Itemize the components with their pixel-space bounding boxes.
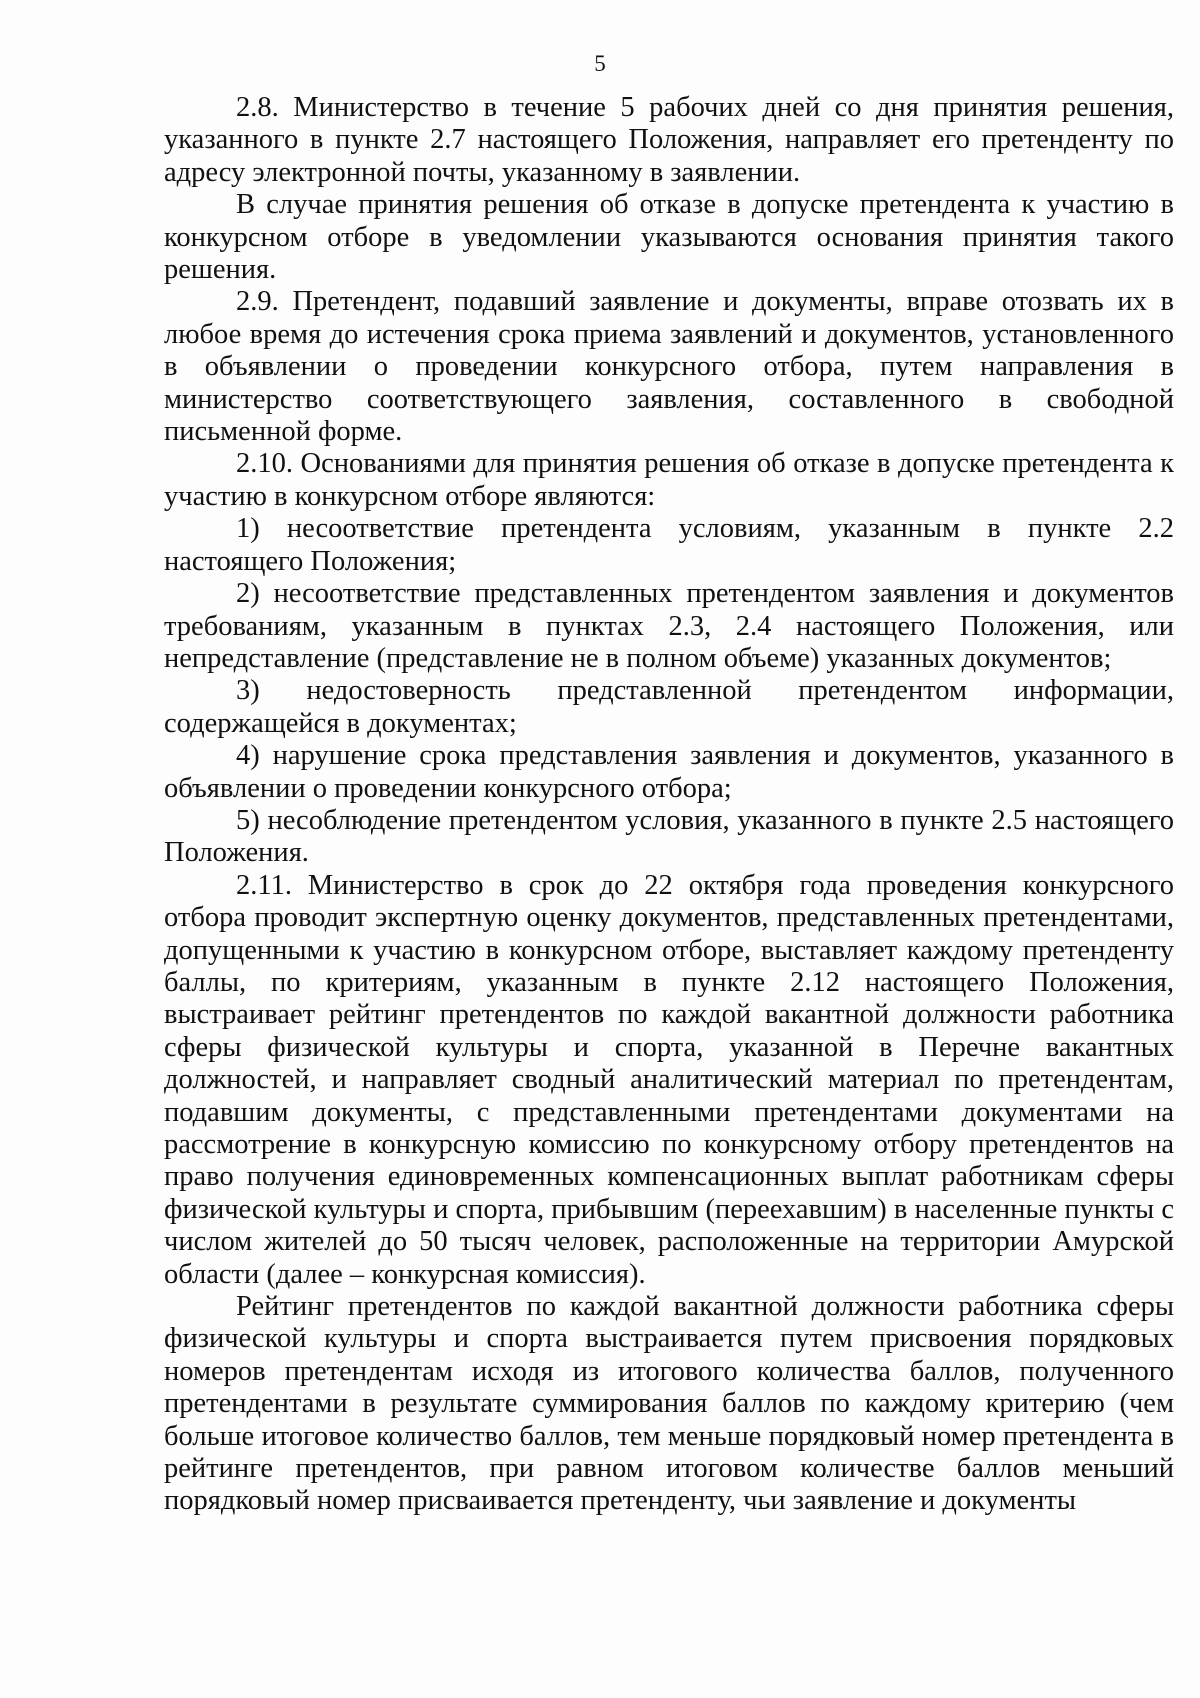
list-item-5: 5) несоблюдение претендентом условия, указанного в пункте 2.5 настоящего Положения. [164,804,1174,869]
paragraph-rating: Рейтинг претендентов по каждой вакантной должности работника сферы физической культуры и спорта выстраивается путем присвоения порядковых номеров претендентам исходя из итогового количества баллов, полученного претендентами в результате суммирования баллов по каждому критерию (чем больше итоговое количество баллов, тем меньше порядковый номер претендента в рейтинге претендентов, при равном итоговом количестве баллов меньший порядковый номер присваивается претенденту, чьи заявление и документы [164,1291,1174,1517]
paragraph-2-9: 2.9. Претендент, подавший заявление и документы, вправе отозвать их в любое время до истечения срока приема заявлений и документов, установленного в объявлении о проведении конкурсного отбора, путем направления в министерство соответствующего заявления, составленного в свободной письменной форме. [164,286,1174,448]
paragraph-2-8: 2.8. Министерство в течение 5 рабочих дней со дня принятия решения, указанного в пункте 2.7 настоящего Положения, направляет его претенденту по адресу электронной почты, указанному в заявлении. [164,92,1174,188]
list-item-1: 1) несоответствие претендента условиям, указанным в пункте 2.2 настоящего Положения; [164,513,1174,577]
list-item-2: 2) несоответствие представленных претендентом заявления и документов требованиям, указанным в пунктах 2.3, 2.4 настоящего Положения, или непредставление (представление не в полном объеме) указанных документов; [164,578,1174,674]
paragraph-2-11: 2.11. Министерство в срок до 22 октября года проведения конкурсного отбора проводит экспертную оценку документов, представленных претендентами, допущенными к участию в конкурсном отборе, выставляет каждому претенденту баллы, по критериям, указанным в пункте 2.12 настоящего Положения, выстраивает рейтинг претендентов по каждой вакантной должности работника сферы физической культуры и спорта, указанной в Перечне вакантных должностей, и направляет сводный аналитический материал по претендентам, подавшим документы, с представленными претендентами документами на рассмотрение в конкурсную комиссию по конкурсному отбору претендентов на право получения единовременных компенсационных выплат работникам сферы физической культуры и спорта, прибывшим (переехавшим) в населенные пункты с числом жителей до 50 тысяч человек, расположенные на территории Амурской области (далее – конкурсная комиссия). [164,869,1174,1290]
page-number: 5 [594,51,606,76]
list-item-3: 3) недостоверность представленной претендентом информации, содержащейся в документах; [164,675,1174,739]
document-body [164,92,1174,1518]
paragraph-refusal-notice: В случае принятия решения об отказе в допуске претендента к участию в конкурсном отборе в уведомлении указываются основания принятия такого решения. [164,189,1174,286]
paragraph-2-10: 2.10. Основаниями для принятия решения об отказе в допуске претендента к участию в конкурсном отборе являются: [164,448,1174,512]
list-item-4: 4) нарушение срока представления заявления и документов, указанного в объявлении о проведении конкурсного отбора; [164,740,1174,804]
